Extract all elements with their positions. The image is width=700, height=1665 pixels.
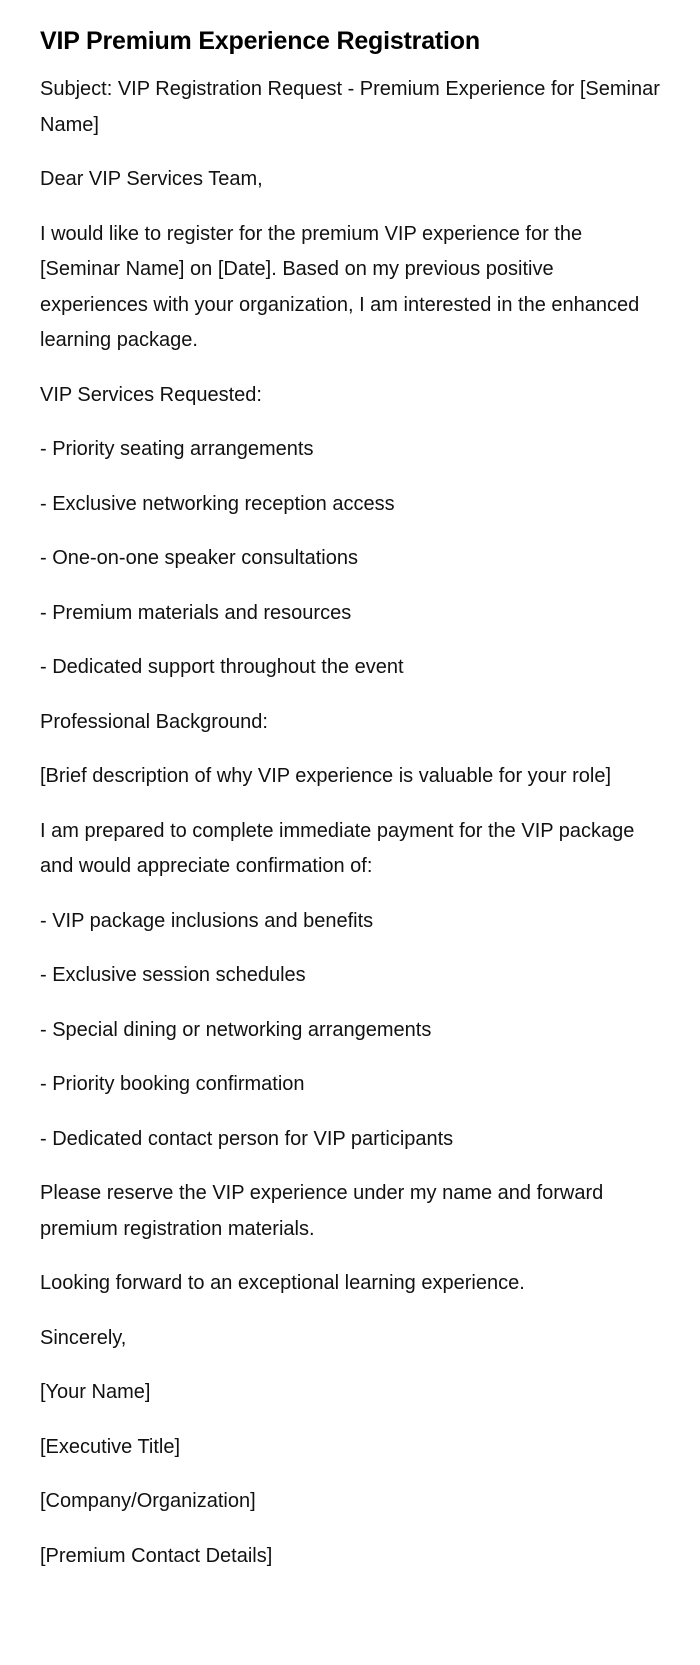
- list-item: - Dedicated support throughout the event: [40, 656, 404, 678]
- subject-line: Subject: VIP Registration Request - Premium Experience for [Seminar Name]: [40, 78, 660, 136]
- list-item: - Dedicated contact person for VIP participants: [40, 1127, 454, 1150]
- closing-paragraph: Looking forward to an exceptional learning experience.: [40, 1272, 525, 1294]
- list-item: - Premium materials and resources: [40, 601, 352, 624]
- list-item: - VIP package inclusions and benefits: [40, 909, 374, 932]
- services-heading: VIP Services Requested:: [40, 383, 262, 406]
- signature-contact: [Premium Contact Details]: [40, 1544, 273, 1567]
- request-paragraph: Please reserve the VIP experience under my name and forward premium registration materials.: [40, 1182, 604, 1240]
- signature-title: [Executive Title]: [40, 1435, 181, 1458]
- document-title: VIP Premium Experience Registration: [40, 27, 480, 55]
- intro-paragraph: I would like to register for the premium VIP experience for the [Seminar Name] on [Date]. Based on my previous positive experiences with your organization, I am interested in the enhanced learning package.: [40, 222, 640, 351]
- list-item: - Special dining or networking arrangements: [40, 1018, 432, 1041]
- signature-name: [Your Name]: [40, 1381, 151, 1403]
- background-description: [Brief description of why VIP experience is valuable for your role]: [40, 765, 612, 787]
- list-item: - One-on-one speaker consultations: [40, 547, 358, 569]
- list-item: - Exclusive networking reception access: [40, 492, 395, 515]
- payment-paragraph: I am prepared to complete immediate payment for the VIP package and would appreciate confirmation of:: [40, 819, 635, 877]
- list-item: - Priority booking confirmation: [40, 1073, 305, 1095]
- signature-company: [Company/Organization]: [40, 1490, 256, 1512]
- background-heading: Professional Background:: [40, 710, 268, 733]
- sign-off: Sincerely,: [40, 1326, 127, 1349]
- list-item: - Priority seating arrangements: [40, 438, 314, 460]
- salutation: Dear VIP Services Team,: [40, 168, 263, 190]
- list-item: - Exclusive session schedules: [40, 964, 306, 986]
